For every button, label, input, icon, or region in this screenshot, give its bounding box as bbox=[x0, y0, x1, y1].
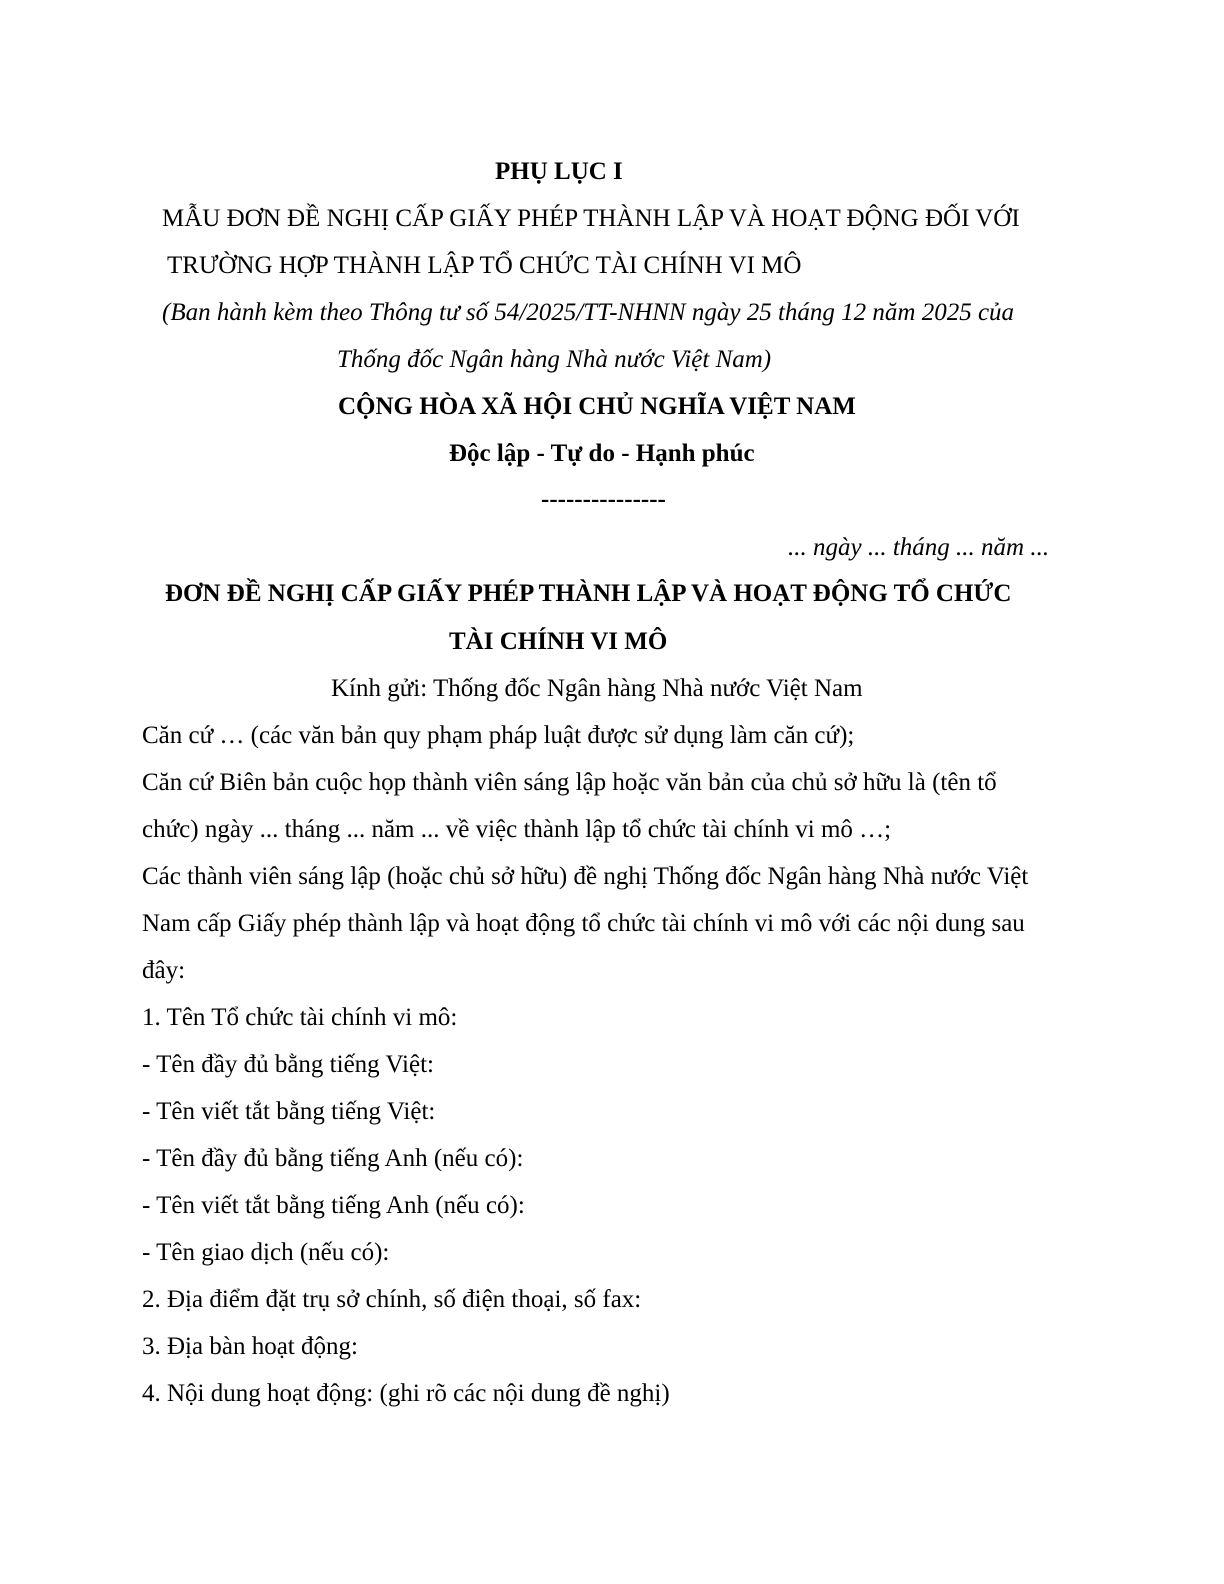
appendix-title: PHỤ LỤC I bbox=[495, 158, 623, 185]
section-heading: 1. Tên Tổ chức tài chính vi mô: bbox=[142, 1004, 458, 1031]
date-line: ... ngày ... tháng ... năm ... bbox=[788, 534, 1050, 561]
issued-note-line-2: Thống đốc Ngân hàng Nhà nước Việt Nam) bbox=[337, 346, 772, 373]
application-title-line-2: TÀI CHÍNH VI MÔ bbox=[449, 628, 668, 655]
list-item: - Tên viết tắt bằng tiếng Việt: bbox=[142, 1098, 436, 1125]
body-line: đây: bbox=[142, 957, 186, 984]
list-item: - Tên đầy đủ bằng tiếng Anh (nếu có): bbox=[142, 1145, 524, 1172]
national-title: CỘNG HÒA XÃ HỘI CHỦ NGHĨA VIỆT NAM bbox=[338, 393, 856, 420]
body-line: chức) ngày ... tháng ... năm ... về việc thành lập tổ chức tài chính vi mô …; bbox=[142, 816, 892, 843]
form-title-line-2: TRƯỜNG HỢP THÀNH LẬP TỔ CHỨC TÀI CHÍNH VI MÔ bbox=[167, 252, 802, 279]
body-line: Căn cứ Biên bản cuộc họp thành viên sáng lập hoặc văn bản của chủ sở hữu là (tên tổ bbox=[142, 769, 997, 796]
section-heading: 4. Nội dung hoạt động: (ghi rõ các nội dung đề nghị) bbox=[142, 1380, 670, 1407]
recipient-line: Kính gửi: Thống đốc Ngân hàng Nhà nước Việt Nam bbox=[331, 675, 863, 702]
list-item: - Tên giao dịch (nếu có): bbox=[142, 1239, 390, 1266]
section-heading: 3. Địa bàn hoạt động: bbox=[142, 1333, 358, 1360]
issued-note-line-1: (Ban hành kèm theo Thông tư số 54/2025/TT-NHNN ngày 25 tháng 12 năm 2025 của bbox=[162, 299, 1015, 326]
list-item: - Tên đầy đủ bằng tiếng Việt: bbox=[142, 1051, 434, 1078]
list-item: - Tên viết tắt bằng tiếng Anh (nếu có): bbox=[142, 1192, 525, 1219]
title-separator: --------------- bbox=[541, 486, 666, 513]
section-heading: 2. Địa điểm đặt trụ sở chính, số điện thoại, số fax: bbox=[142, 1286, 642, 1313]
body-line: Căn cứ … (các văn bản quy phạm pháp luật được sử dụng làm căn cứ); bbox=[142, 722, 855, 749]
body-line: Nam cấp Giấy phép thành lập và hoạt động tổ chức tài chính vi mô với các nội dung sau bbox=[142, 910, 1025, 937]
application-title-line-1: ĐƠN ĐỀ NGHỊ CẤP GIẤY PHÉP THÀNH LẬP VÀ HOẠT ĐỘNG TỔ CHỨC bbox=[165, 580, 1012, 607]
form-title-line-1: MẪU ĐƠN ĐỀ NGHỊ CẤP GIẤY PHÉP THÀNH LẬP VÀ HOẠT ĐỘNG ĐỐI VỚI bbox=[162, 205, 1020, 232]
motto: Độc lập - Tự do - Hạnh phúc bbox=[449, 440, 755, 467]
body-line: Các thành viên sáng lập (hoặc chủ sở hữu) đề nghị Thống đốc Ngân hàng Nhà nước Việt bbox=[142, 863, 1029, 890]
